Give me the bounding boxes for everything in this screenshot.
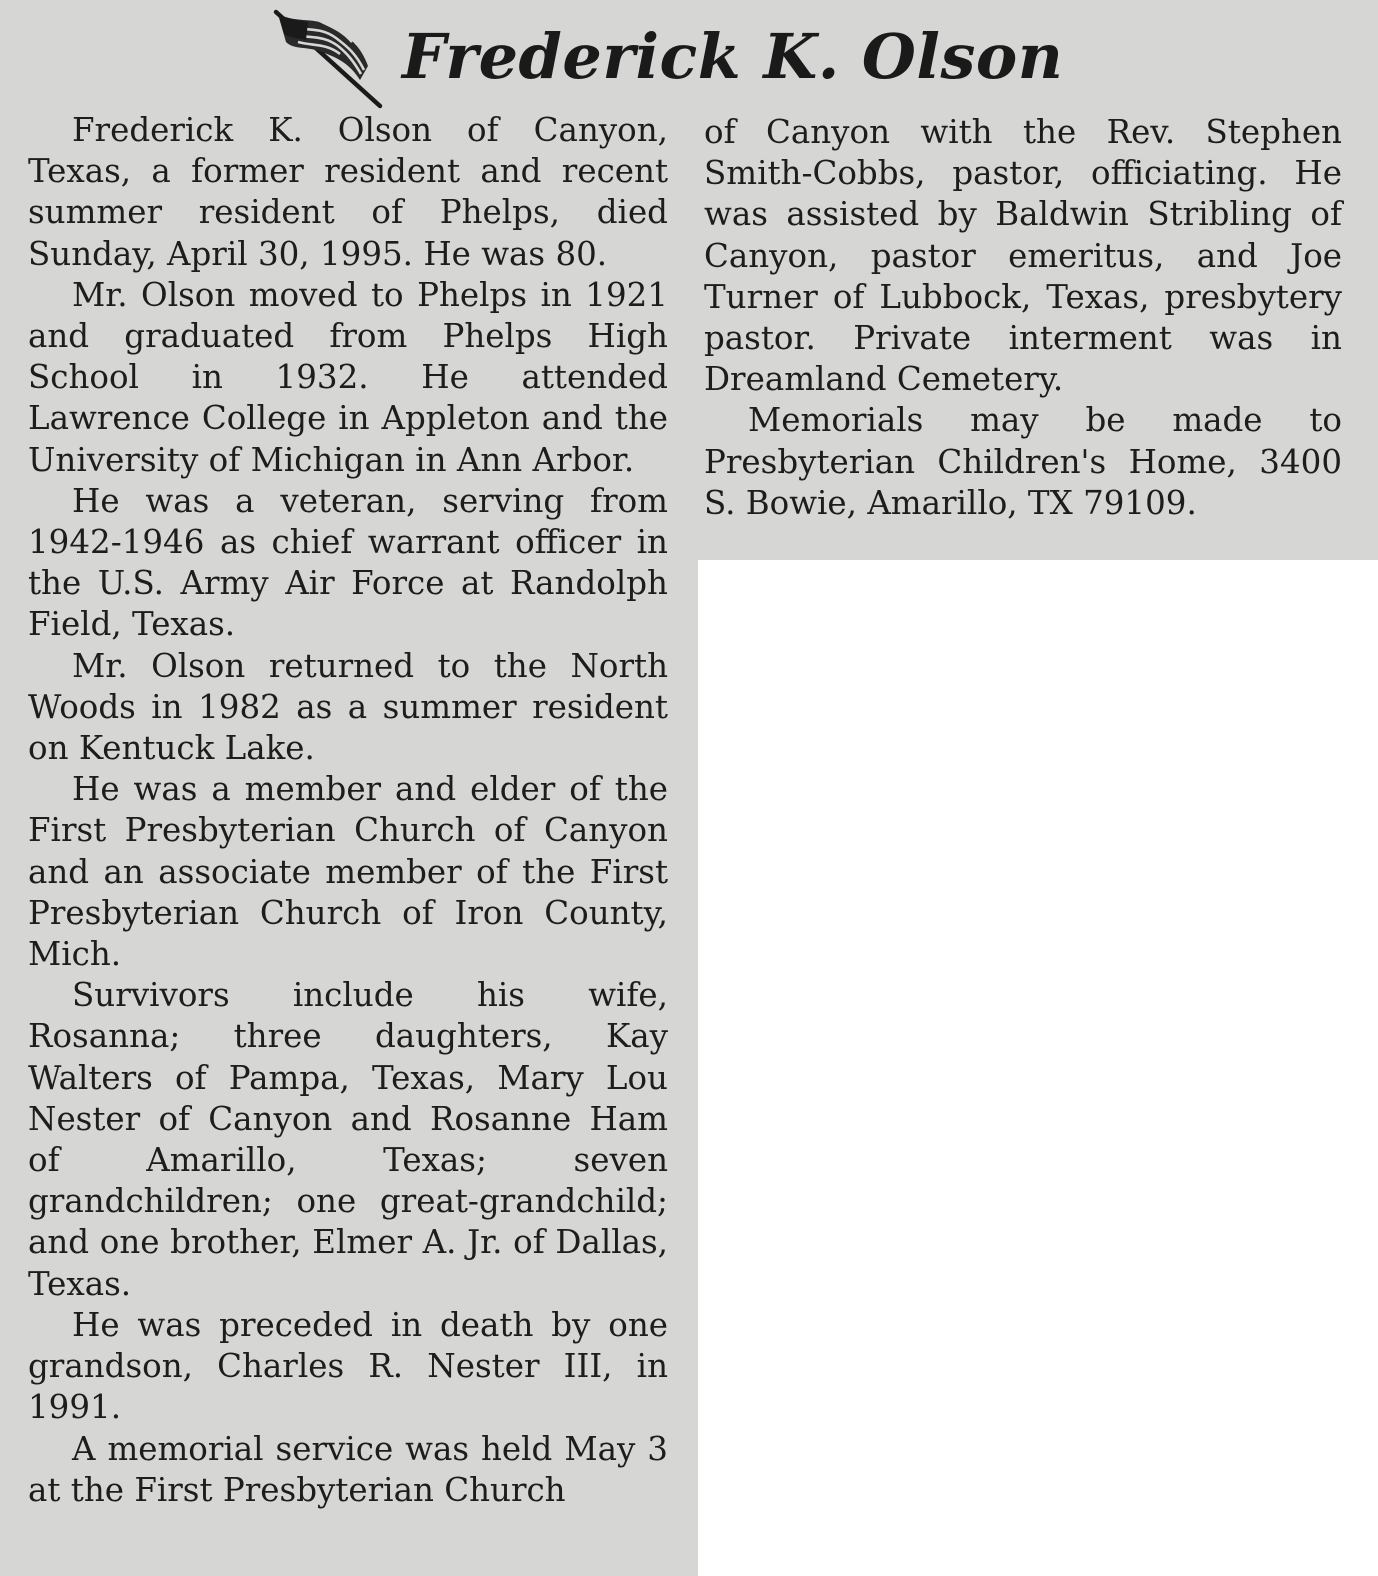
obituary-header [268,6,1068,118]
american-flag-icon [268,6,388,114]
paragraph-survivors: Survivors include his wife, Rosanna; three daughters, Kay Walters of Pampa, Texas, Mary Lou Nester of Canyon and Rosanne Ham of Amarillo, Texas; seven grandchildren; one great-grandchild; and one brother, Elmer A. Jr. of Dallas, Texas. [28,976,668,1303]
paragraph-church-membership: He was a member and elder of the First Presbyterian Church of Canyon and an associate member of the First Presbyterian Church of Iron County, Mich. [28,770,668,974]
obituary-left-column [28,110,668,1511]
obituary-title: Frederick K. Olson [402,20,1064,93]
paragraph-memorials: Memorials may be made to Presbyterian Children's Home, 3400 S. Bowie, Amarillo, TX 79109. [704,401,1342,522]
paragraph-memorial-service: A memorial service was held May 3 at the First Presbyterian Church [28,1429,668,1509]
obituary-right-column [704,112,1342,524]
paragraph-military-service: He was a veteran, serving from 1942-1946 as chief warrant officer in the U.S. Army Air Force at Randolph Field, Texas. [28,481,668,644]
paragraph-preceded-in-death: He was preceded in death by one grandson, Charles R. Nester III, in 1991. [28,1305,668,1427]
paragraph-summer-residence: Mr. Olson returned to the North Woods in 1982 as a summer resident on Kentuck Lake. [28,646,668,768]
paragraph-memorial-service-continued: of Canyon with the Rev. Stephen Smith-Cobbs, pastor, officiating. He was assisted by Baldwin Stribling of Canyon, pastor emeritus, and Joe Turner of Lubbock, Texas, presbytery pastor. Private interment was in Dreamland Cemetery. [704,113,1342,399]
paragraph-education: Mr. Olson moved to Phelps in 1921 and graduated from Phelps High School in 1932. He attended Lawrence College in Appleton and the University of Michigan in Ann Arbor. [28,275,668,479]
paragraph-death-notice: Frederick K. Olson of Canyon, Texas, a former resident and recent summer resident of Phelps, died Sunday, April 30, 1995. He was 80. [28,111,668,273]
